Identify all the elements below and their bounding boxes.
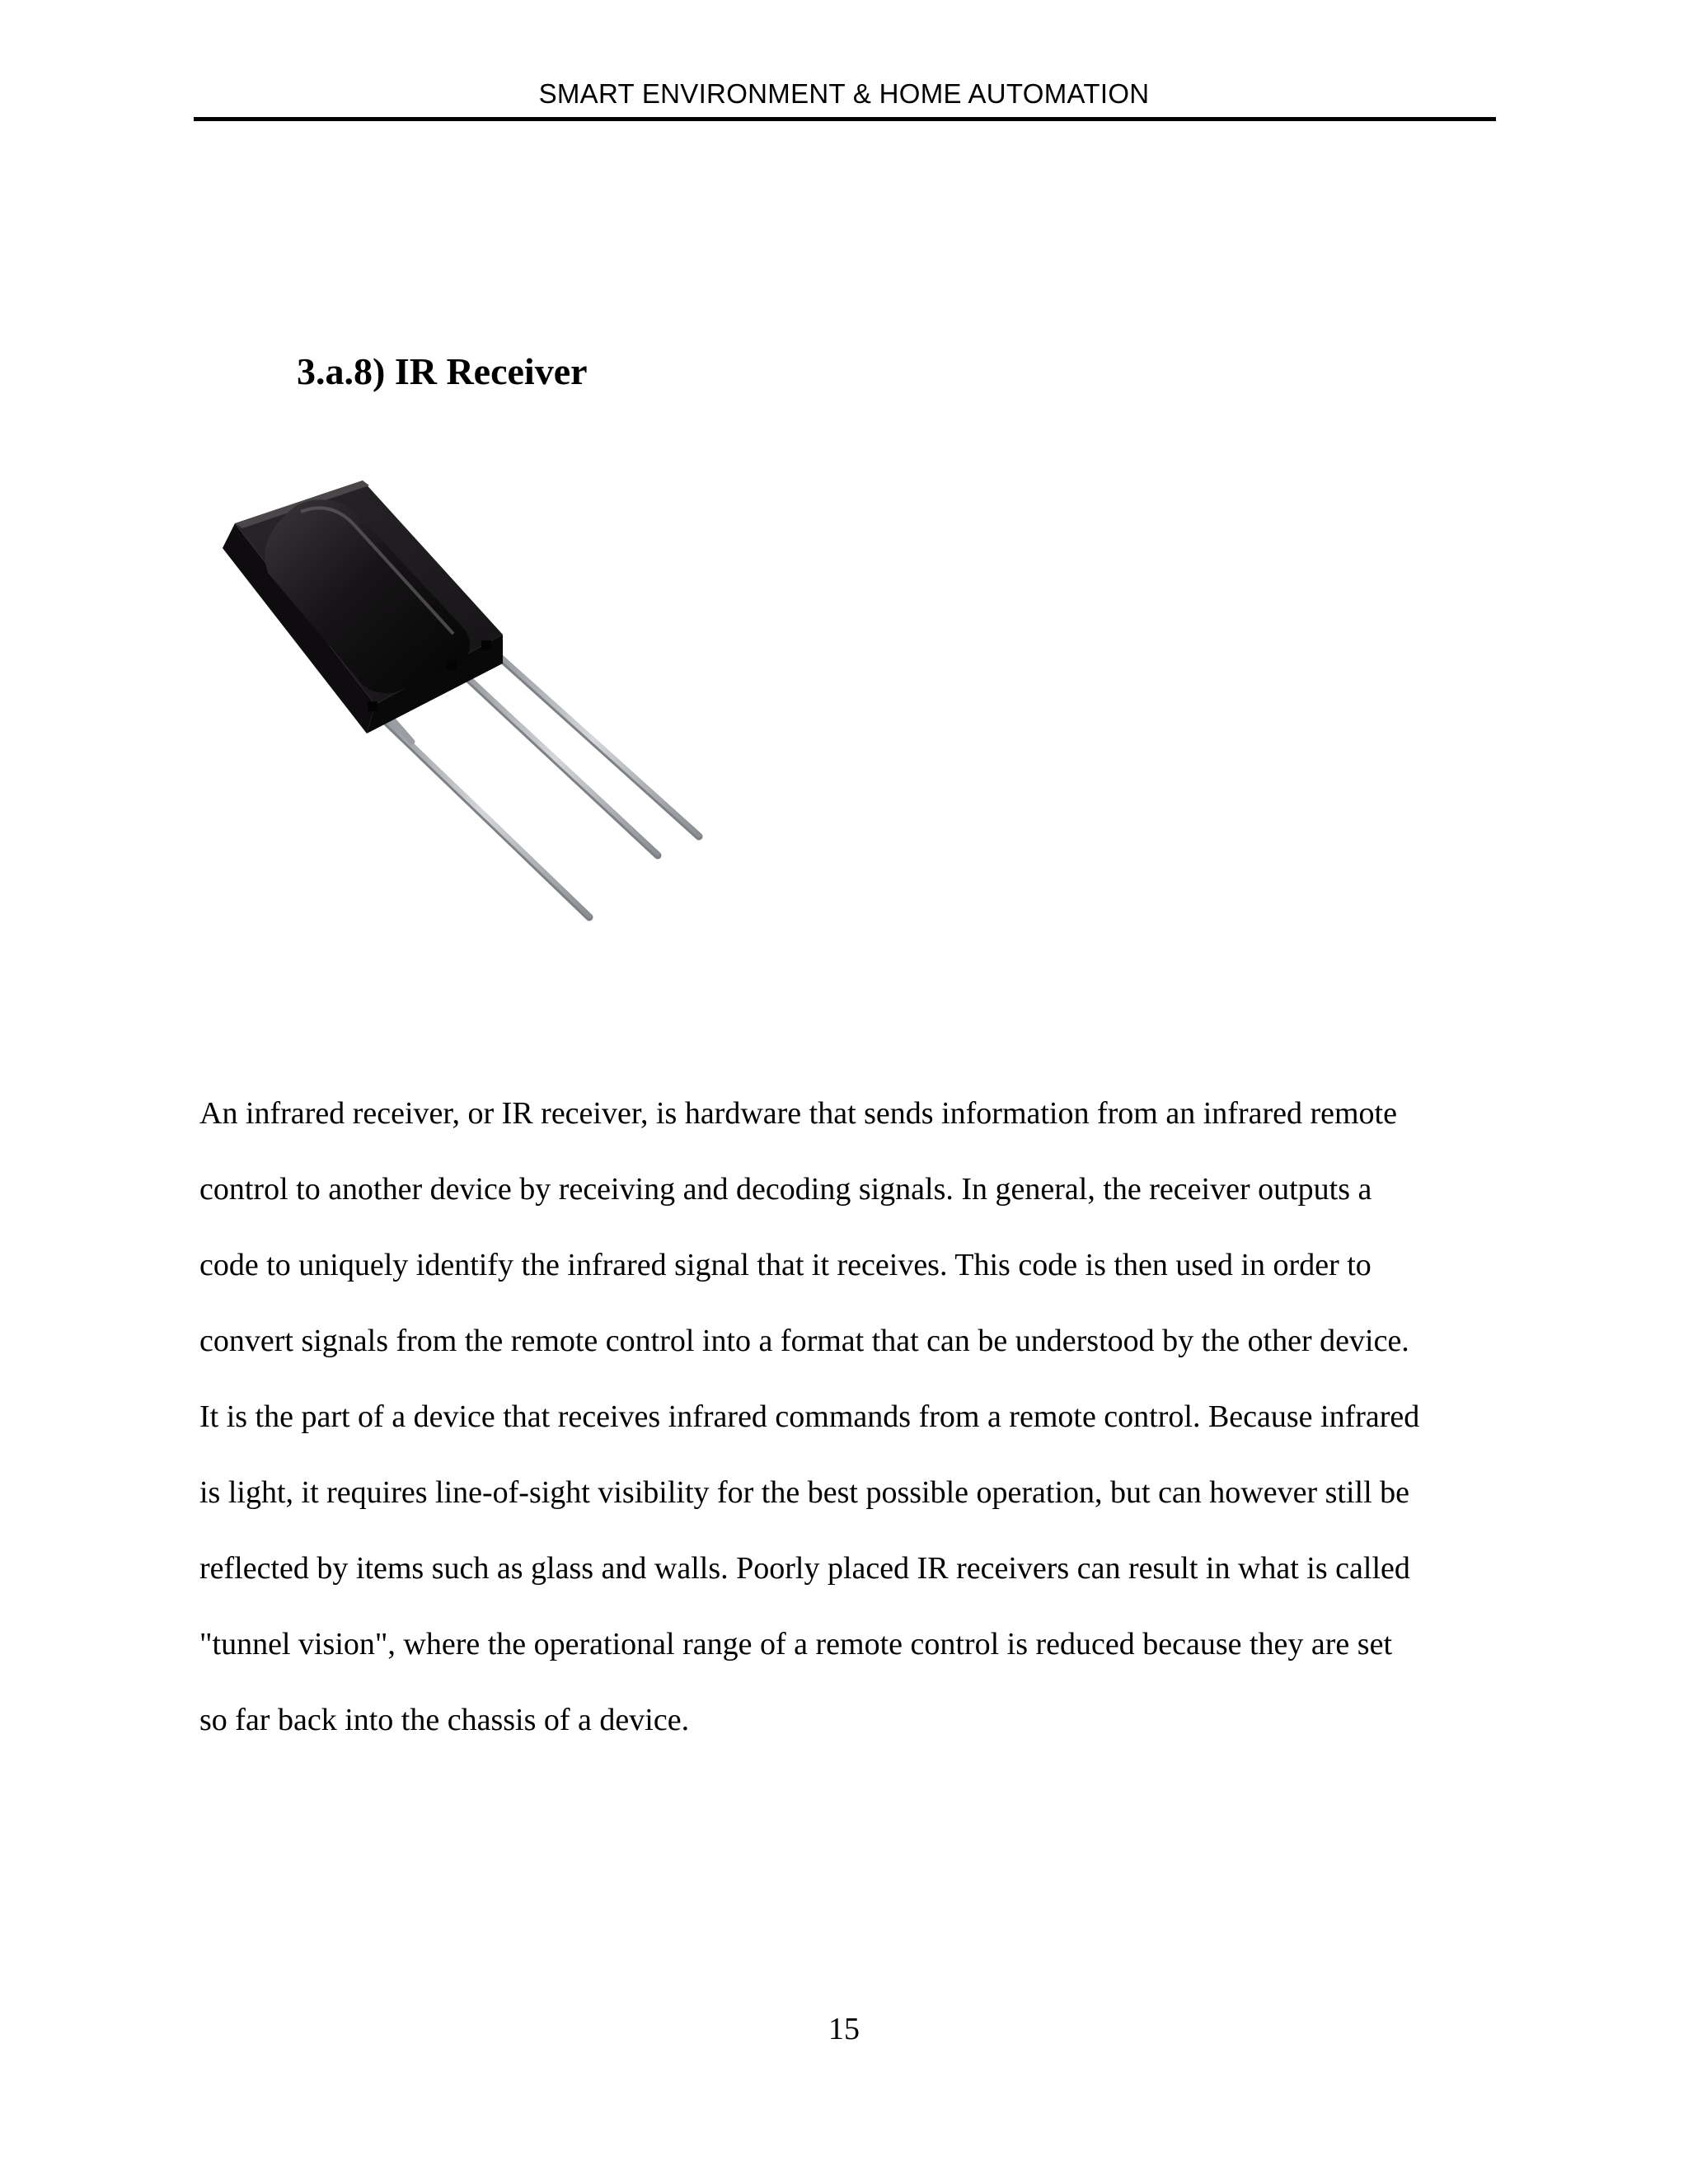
body-line: so far back into the chassis of a device. — [199, 1703, 690, 1737]
body-line: convert signals from the remote control into a format that can be understood by the other device. — [199, 1324, 1409, 1358]
running-header: SMART ENVIRONMENT & HOME AUTOMATION — [538, 78, 1150, 109]
body-line: reflected by items such as glass and walls. Poorly placed IR receivers can result in what is called — [199, 1551, 1410, 1586]
body-line: It is the part of a device that receives infrared commands from a remote control. Because infrared — [199, 1399, 1420, 1434]
ir-receiver-icon — [206, 457, 717, 944]
body-line: An infrared receiver, or IR receiver, is hardware that sends information from an infrared remote — [199, 1096, 1397, 1131]
ir-receiver-image — [206, 457, 717, 944]
component-body — [223, 480, 503, 733]
body-line: code to uniquely identify the infrared signal that it receives. This code is then used in order to — [199, 1248, 1372, 1282]
page-number: 15 — [828, 2012, 860, 2046]
body-paragraph — [199, 1076, 1502, 1758]
header-rule — [194, 117, 1496, 121]
body-line: "tunnel vision", where the operational range of a remote control is reduced because they are set — [199, 1627, 1393, 1661]
section-heading: 3.a.8) IR Receiver — [297, 350, 588, 392]
body-line: control to another device by receiving and decoding signals. In general, the receiver outputs a — [199, 1172, 1372, 1207]
body-line: is light, it requires line-of-sight visibility for the best possible operation, but can however still be — [199, 1475, 1410, 1510]
